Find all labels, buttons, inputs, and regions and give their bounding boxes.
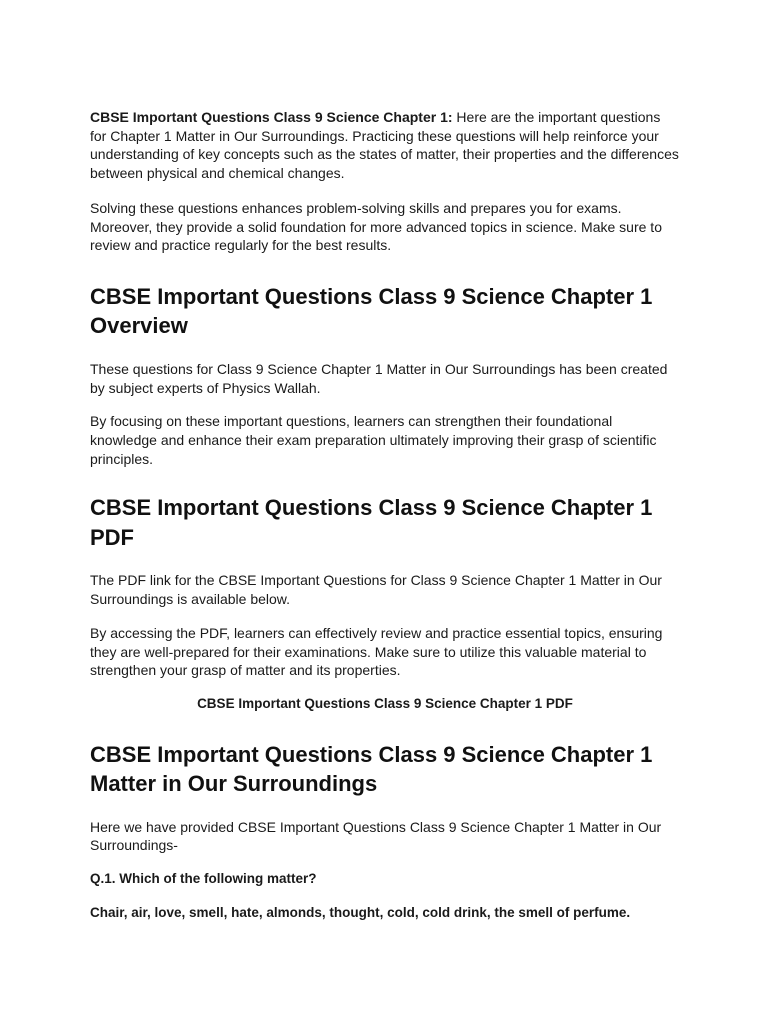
overview-paragraph-1: These questions for Class 9 Science Chapter 1 Matter in Our Surroundings has been created by subject experts of Physics Wallah.: [90, 360, 668, 396]
intro-lead-bold: CBSE Important Questions Class 9 Science Chapter 1:: [90, 109, 453, 125]
intro-lead-text: Here are the important questions for Chapter 1 Matter in Our Surroundings. Practicing these questions will help reinforce your understanding of key concepts such as the states of matter, their properties and the differences between physical and chemical changes.: [90, 109, 679, 182]
matter-heading: CBSE Important Questions Class 9 Science Chapter 1 Matter in Our Surroundings: [90, 741, 653, 797]
overview-heading: CBSE Important Questions Class 9 Science Chapter 1 Overview: [90, 283, 653, 339]
matter-paragraph-1: Here we have provided CBSE Important Questions Class 9 Science Chapter 1 Matter in Our Surroundings-: [90, 818, 662, 854]
pdf-paragraph-2: By accessing the PDF, learners can effectively review and practice essential topics, ensuring they are well-prepared for their examinations. Make sure to utilize this valuable material to strengthen your grasp of matter and its properties.: [90, 624, 663, 679]
pdf-heading: CBSE Important Questions Class 9 Science Chapter 1 PDF: [90, 495, 653, 550]
intro-paragraph-2: Solving these questions enhances problem-solving skills and prepares you for exams. Moreover, they provide a solid foundation for more advanced topics in science. Make sure to review and practice regularly for the best results.: [90, 199, 662, 254]
intro-paragraph: [90, 108, 680, 183]
pdf-paragraph-1: The PDF link for the CBSE Important Questions for Class 9 Science Chapter 1 Matter in Our Surroundings is available below.: [90, 572, 662, 608]
document-page: [90, 108, 680, 922]
overview-paragraph-2: By focusing on these important questions, learners can strengthen their foundational knowledge and enhance their exam preparation ultimately improving their grasp of scientific principles.: [90, 413, 657, 467]
question-1-items: Chair, air, love, smell, hate, almonds, thought, cold, cold drink, the smell of perfume.: [90, 904, 631, 920]
question-1: Q.1. Which of the following matter?: [90, 871, 317, 887]
pdf-download-link[interactable]: CBSE Important Questions Class 9 Science Chapter 1 PDF: [197, 695, 573, 711]
